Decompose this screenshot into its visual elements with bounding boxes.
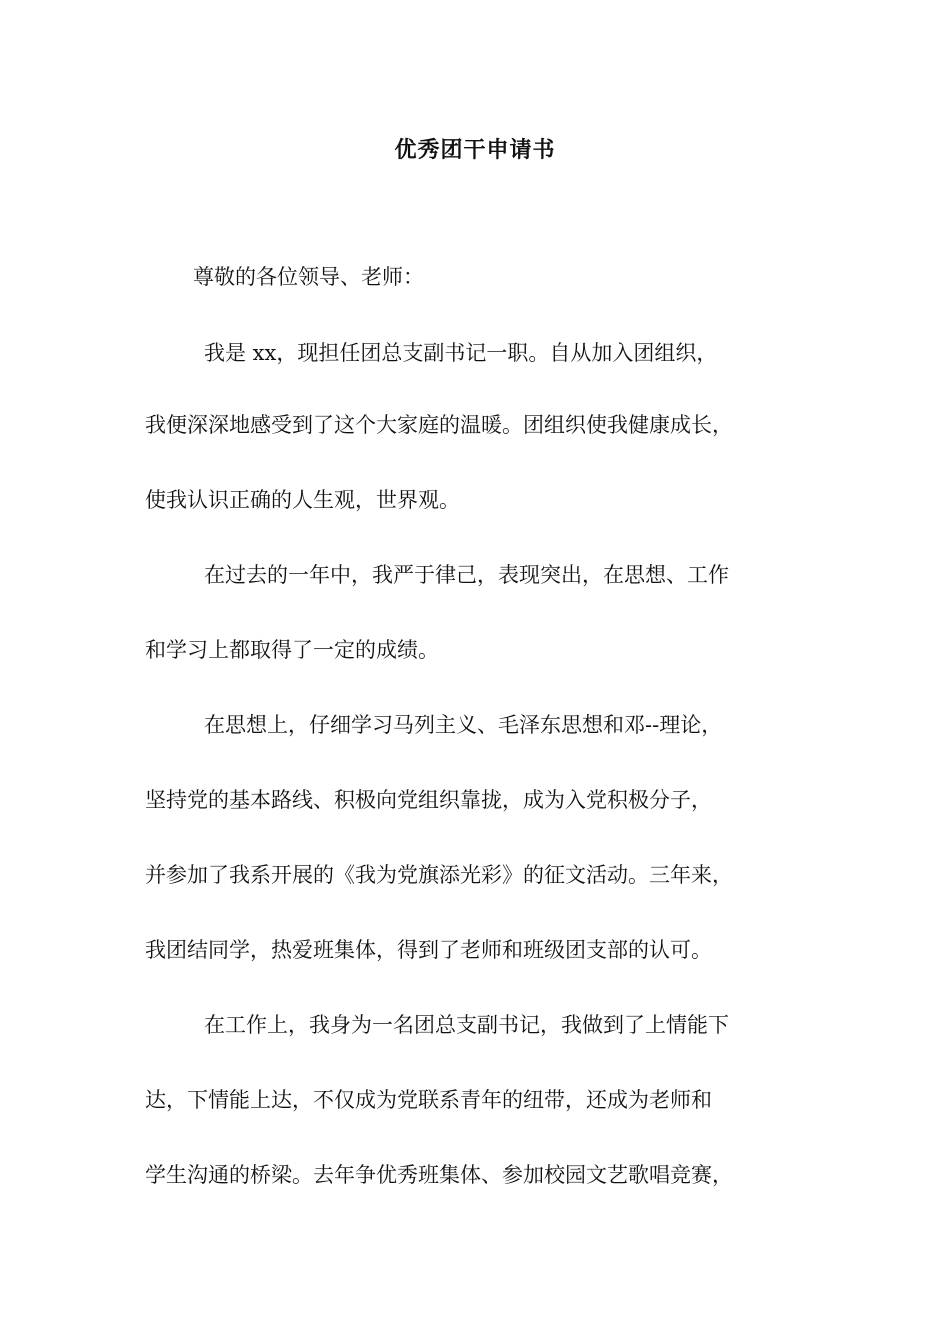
body-line: 坚持党的基本路线、积极向党组织靠拢，成为入党积极分子，: [145, 788, 712, 812]
body-line: 我是 xx，现担任团总支副书记一职。自从加入团组织，: [204, 341, 718, 365]
body-line: 我便深深地感受到了这个大家庭的温暖。团组织使我健康成长，: [145, 413, 733, 437]
body-line: 我团结同学，热爱班集体，得到了老师和班级团支部的认可。: [145, 938, 712, 962]
body-line: 在工作上，我身为一名团总支副书记，我做到了上情能下: [204, 1013, 729, 1037]
salutation-line: 尊敬的各位领导、老师：: [193, 265, 424, 289]
body-line: 和学习上都取得了一定的成绩。: [145, 638, 439, 662]
body-line: 并参加了我系开展的《我为党旗添光彩》的征文活动。三年来，: [145, 863, 733, 887]
body-line: 使我认识正确的人生观，世界观。: [145, 488, 460, 512]
body-line: 达，下情能上达，不仅成为党联系青年的纽带，还成为老师和: [145, 1088, 712, 1112]
document-title: 优秀团干申请书: [394, 138, 556, 163]
body-line: 在思想上，仔细学习马列主义、毛泽东思想和邓--理论，: [204, 713, 723, 737]
body-line: 学生沟通的桥梁。去年争优秀班集体、参加校园文艺歌唱竞赛，: [145, 1163, 733, 1187]
body-line: 在过去的一年中，我严于律己，表现突出，在思想、工作: [204, 563, 729, 587]
